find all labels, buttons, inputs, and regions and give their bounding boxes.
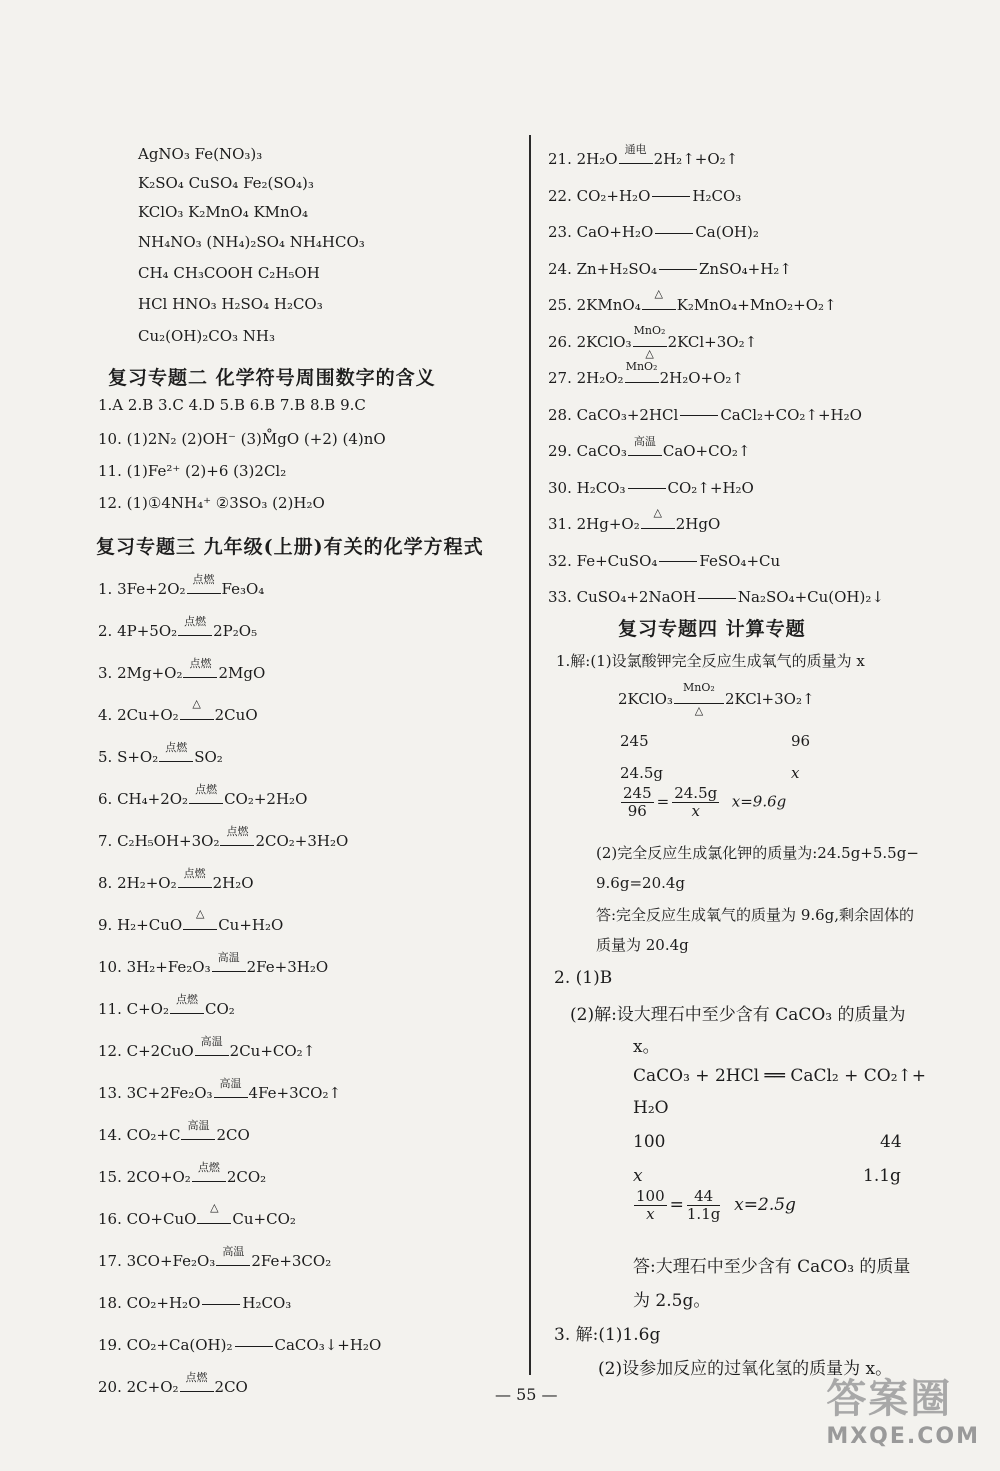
q2-part2-b: x。 xyxy=(633,1037,660,1057)
equation-line xyxy=(98,1161,267,1186)
condition-arrow xyxy=(619,143,653,164)
equation-line xyxy=(98,1371,248,1396)
condition-bottom: △ xyxy=(645,346,654,360)
equals-bar xyxy=(659,561,697,562)
condition-top: 高温 xyxy=(219,1077,242,1090)
condition-top: 通电 xyxy=(624,143,647,156)
q1-answer-b: 质量为 20.4g xyxy=(596,936,689,954)
equation-products: 2Fe+3H₂O xyxy=(246,958,329,976)
condition-top: 点燃 xyxy=(192,573,215,586)
equation-products: 2P₂O₅ xyxy=(213,622,258,640)
equation-reactants: 27. 2H₂O₂ xyxy=(548,369,624,387)
q1-mass-1: 245 xyxy=(620,732,649,750)
equation-line xyxy=(98,1336,381,1354)
q2-result: x=2.5g xyxy=(734,1195,796,1215)
condition-arrow xyxy=(187,573,221,594)
q1-answer-a: 答:完全反应生成氧气的质量为 9.6g,剩余固体的 xyxy=(596,906,915,924)
formula-line: HCl HNO₃ H₂SO₄ H₂CO₃ xyxy=(138,295,323,313)
equation-reactants: 19. CO₂+Ca(OH)₂ xyxy=(98,1336,233,1354)
equation-reactants: 21. 2H₂O xyxy=(548,150,618,168)
condition-top: △ xyxy=(654,287,663,300)
condition-top: MnO₂ xyxy=(625,360,658,373)
equals-bar xyxy=(655,233,693,234)
equation-line xyxy=(98,783,308,808)
equals-bar xyxy=(628,488,666,489)
equation-products: Ca(OH)₂ xyxy=(695,223,759,241)
condition-top: △ xyxy=(195,907,205,920)
equation-line xyxy=(98,1245,332,1270)
formula-line: AgNO₃ Fe(NO₃)₃ xyxy=(138,145,263,163)
equation-line xyxy=(98,867,254,892)
section-heading-4: 复习专题四 计算专题 xyxy=(618,618,806,640)
equation-line xyxy=(548,223,759,241)
equation-line xyxy=(548,435,751,460)
equation-reactants: 10. 3H₂+Fe₂O₃ xyxy=(98,958,211,976)
equals-bar xyxy=(235,1346,273,1347)
equation-line xyxy=(98,825,349,850)
equation-reactants: 1. 3Fe+2O₂ xyxy=(98,580,186,598)
equation-line xyxy=(98,1201,296,1228)
condition-top: 高温 xyxy=(187,1119,210,1132)
equals-bar xyxy=(202,1304,240,1305)
watermark-top: 答案圈 xyxy=(826,1376,953,1422)
section-heading-2: 复习专题二 化学符号周围数字的含义 xyxy=(108,367,436,389)
equation-line xyxy=(548,143,739,168)
equals-bar xyxy=(698,598,736,599)
q1-result: x=9.6g xyxy=(731,792,787,811)
condition-top: 高温 xyxy=(217,951,240,964)
page-number: — 55 — xyxy=(495,1385,558,1404)
equation-reactants: 3. 2Mg+O₂ xyxy=(98,664,183,682)
equation-line xyxy=(548,479,754,497)
condition-top: △ xyxy=(653,506,662,519)
equation-reactants: 17. 3CO+Fe₂O₃ xyxy=(98,1252,216,1270)
q1-eq-post: 2KCl+3O₂↑ xyxy=(724,690,815,708)
equation-line xyxy=(98,1294,291,1312)
condition-arrow xyxy=(180,1371,214,1392)
equation-reactants: 9. H₂+CuO xyxy=(98,916,183,934)
condition-arrow xyxy=(214,1077,248,1098)
equation-reactants: 18. CO₂+H₂O xyxy=(98,1294,201,1312)
section-heading-3: 复习专题三 九年级(上册)有关的化学方程式 xyxy=(96,536,484,558)
condition-arrow xyxy=(181,1119,215,1140)
condition-arrow xyxy=(633,323,667,360)
formula-line: CH₄ CH₃COOH C₂H₅OH xyxy=(138,264,320,282)
equation-products: CaCO₃↓+H₂O xyxy=(274,1336,382,1354)
condition-top: 点燃 xyxy=(175,993,198,1006)
q1-equation xyxy=(618,681,815,717)
fraction: $\frac{44}{1.1g}$ xyxy=(686,1187,721,1223)
condition-top: 点燃 xyxy=(189,657,212,670)
equation-products: 2Cu+CO₂↑ xyxy=(229,1042,316,1060)
equation-reactants: 14. CO₂+C xyxy=(98,1126,181,1144)
equation-line xyxy=(548,187,741,205)
condition-arrow xyxy=(170,993,204,1014)
condition-arrow xyxy=(212,951,246,972)
q3-part2: (2)设参加反应的过氧化氢的质量为 x。 xyxy=(598,1359,893,1379)
fraction: $\frac{100}{x}$ xyxy=(636,1187,665,1223)
condition-top: 点燃 xyxy=(184,615,207,628)
equation-line xyxy=(98,1077,342,1102)
q2-answer-a: 答:大理石中至少含有 CaCO₃ 的质量 xyxy=(633,1257,911,1277)
equation-reactants: 15. 2CO+O₂ xyxy=(98,1168,191,1186)
fraction: $\frac{24.5g}{x}$ xyxy=(674,784,718,820)
q2-mass-1: 100 xyxy=(633,1132,666,1152)
equation-products: 2CO₂+3H₂O xyxy=(255,832,349,850)
equation-line xyxy=(98,993,235,1018)
q2-part1: 2. (1)B xyxy=(554,968,613,988)
condition-top: △ xyxy=(192,697,201,710)
condition-top: 点燃 xyxy=(226,825,249,838)
equation-products: CO₂ xyxy=(204,1000,235,1018)
condition-arrow xyxy=(159,741,193,762)
equation-line xyxy=(98,573,265,598)
equation-line xyxy=(98,1119,250,1144)
condition-top: 高温 xyxy=(200,1035,223,1048)
equation-products: K₂MnO₄+MnO₂+O₂↑ xyxy=(676,296,837,314)
answer-line: 1.A 2.B 3.C 4.D 5.B 6.B 7.B 8.B 9.C xyxy=(98,396,366,414)
condition-arrow xyxy=(216,1245,250,1266)
q1-value-1: 24.5g xyxy=(620,764,664,782)
equation-reactants: 28. CaCO₃+2HCl xyxy=(548,405,679,424)
equation-products: ZnSO₄+H₂↑ xyxy=(698,259,792,278)
equation-line xyxy=(98,615,258,640)
condition-arrow xyxy=(625,360,659,383)
equation-reactants: 25. 2KMnO₄ xyxy=(548,296,641,314)
equation-line xyxy=(98,907,284,934)
q1-part2-a: (2)完全反应生成氯化钾的质量为:24.5g+5.5g− xyxy=(596,844,919,862)
condition-arrow xyxy=(189,783,223,804)
equation-line xyxy=(548,406,862,424)
column-divider xyxy=(529,135,531,1375)
condition-top: △ xyxy=(210,1201,219,1214)
equation-reactants: 13. 3C+2Fe₂O₃ xyxy=(98,1084,213,1102)
equation-reactants: 16. CO+CuO xyxy=(98,1210,197,1228)
equation-products: H₂CO₃ xyxy=(692,186,742,205)
equation-products: CO₂+2H₂O xyxy=(224,790,308,808)
condition-arrow xyxy=(641,506,675,529)
q1-part2-b: 9.6g=20.4g xyxy=(596,874,686,892)
q2-part2-a: (2)解:设大理石中至少含有 CaCO₃ 的质量为 xyxy=(570,1005,906,1025)
equation-products: 2H₂O xyxy=(212,874,254,892)
equation-reactants: 24. Zn+H₂SO₄ xyxy=(548,259,657,278)
equation-line xyxy=(548,260,792,278)
q2-answer-b: 为 2.5g。 xyxy=(633,1291,711,1311)
equation-reactants: 5. S+O₂ xyxy=(98,748,159,766)
q2-equation-b: H₂O xyxy=(633,1098,669,1118)
equation-line xyxy=(548,552,780,570)
condition-top: MnO₂ xyxy=(633,323,666,337)
equation-products: CaCl₂+CO₂↑+H₂O xyxy=(720,405,862,424)
condition-arrow xyxy=(628,435,662,456)
condition-top: 点燃 xyxy=(165,741,188,754)
equation-products: 2CO xyxy=(216,1126,250,1144)
equation-reactants: 8. 2H₂+O₂ xyxy=(98,874,177,892)
equation-line xyxy=(98,657,266,682)
condition-top: 点燃 xyxy=(183,867,206,880)
answer-line: 12. (1)①4NH₄⁺ ②3SO₃ (2)H₂O xyxy=(98,494,325,512)
equation-line xyxy=(548,506,721,533)
q1-mass-2: 96 xyxy=(791,732,811,750)
equation-reactants: 11. C+O₂ xyxy=(98,1000,169,1018)
equation-products: 2MgO xyxy=(218,664,266,682)
equation-reactants: 33. CuSO₄+2NaOH xyxy=(548,588,696,606)
condition-arrow xyxy=(220,825,254,846)
condition-arrow xyxy=(195,1035,229,1056)
equation-products: 2CuO xyxy=(214,706,258,724)
equation-line xyxy=(98,951,329,976)
condition-arrow xyxy=(178,615,212,636)
condition-arrow xyxy=(197,1201,231,1224)
condition-arrow xyxy=(180,697,214,720)
equals-bar xyxy=(652,196,690,197)
equation-products: Na₂SO₄+Cu(OH)₂↓ xyxy=(737,588,884,606)
q2-value-2: 1.1g xyxy=(863,1166,901,1186)
q2-equation-a: CaCO₃ + 2HCl ══ CaCl₂ + CO₂↑+ xyxy=(633,1066,927,1086)
equation-products: Cu+H₂O xyxy=(218,916,284,934)
condition-bottom: △ xyxy=(694,704,704,717)
equation-reactants: 31. 2Hg+O₂ xyxy=(548,515,640,533)
condition-arrow xyxy=(178,867,212,888)
equals-bar xyxy=(680,415,718,416)
equation-products: 2H₂O+O₂↑ xyxy=(659,369,744,387)
condition-arrow xyxy=(183,907,217,930)
equation-reactants: 4. 2Cu+O₂ xyxy=(98,706,179,724)
condition-top: 高温 xyxy=(222,1245,245,1258)
q2-mass-2: 44 xyxy=(880,1132,902,1152)
equation-reactants: 12. C+2CuO xyxy=(98,1042,194,1060)
equation-reactants: 22. CO₂+H₂O xyxy=(548,186,651,205)
condition-arrow xyxy=(183,657,217,678)
equation-line xyxy=(548,360,744,387)
condition-arrow xyxy=(674,681,724,717)
condition-arrow xyxy=(192,1161,226,1182)
equation-products: 2KCl+3O₂↑ xyxy=(667,332,758,351)
equation-products: FeSO₄+Cu xyxy=(699,551,781,570)
formula-line: NH₄NO₃ (NH₄)₂SO₄ NH₄HCO₃ xyxy=(138,233,365,251)
equation-products: Fe₃O₄ xyxy=(221,580,265,598)
equation-products: 2H₂↑+O₂↑ xyxy=(653,150,739,168)
equation-line xyxy=(548,588,884,606)
answer-line: 11. (1)Fe²⁺ (2)+6 (3)2Cl₂ xyxy=(98,462,287,480)
equation-reactants: 26. 2KClO₃ xyxy=(548,332,632,351)
equation-products: Cu+CO₂ xyxy=(232,1210,296,1228)
condition-top: 点燃 xyxy=(197,1161,220,1174)
condition-top: 点燃 xyxy=(195,783,218,796)
equation-reactants: 6. CH₄+2O₂ xyxy=(98,790,189,808)
q1-proportion: $\frac{245}{96}$ = $\frac{24.5g}{x}$ x=9.6g xyxy=(623,784,787,820)
q1-value-2: x xyxy=(791,764,800,782)
formula-line: K₂SO₄ CuSO₄ Fe₂(SO₄)₃ xyxy=(138,174,314,192)
equation-reactants: 2. 4P+5O₂ xyxy=(98,622,178,640)
equation-products: SO₂ xyxy=(194,748,223,766)
equation-products: CaO+CO₂↑ xyxy=(662,442,751,460)
watermark-bottom: MXQE.COM xyxy=(826,1424,980,1449)
q1-eq-pre: 2KClO₃ xyxy=(618,690,673,708)
equation-products: 2CO₂ xyxy=(226,1168,267,1186)
equation-products: 4Fe+3CO₂↑ xyxy=(248,1084,342,1102)
equation-products: CO₂↑+H₂O xyxy=(667,478,754,497)
formula-line: Cu₂(OH)₂CO₃ NH₃ xyxy=(138,327,276,345)
equation-line xyxy=(98,697,258,724)
condition-arrow xyxy=(642,287,676,310)
equation-reactants: 30. H₂CO₃ xyxy=(548,478,626,497)
equation-reactants: 29. CaCO₃ xyxy=(548,442,627,460)
equation-products: H₂CO₃ xyxy=(242,1294,292,1312)
equation-reactants: 23. CaO+H₂O xyxy=(548,223,654,241)
watermark-logo xyxy=(826,1367,980,1449)
equation-reactants: 7. C₂H₅OH+3O₂ xyxy=(98,832,220,850)
equation-products: 2HgO xyxy=(675,515,721,533)
q1-intro: 1.解:(1)设氯酸钾完全反应生成氧气的质量为 x xyxy=(556,652,865,670)
formula-line: KClO₃ K₂MnO₄ KMnO₄ xyxy=(138,203,309,221)
condition-top: 高温 xyxy=(633,435,656,448)
condition-top: MnO₂ xyxy=(683,681,715,694)
equation-line xyxy=(98,741,223,766)
equation-line xyxy=(548,287,837,314)
equation-line xyxy=(548,323,758,360)
equation-reactants: 20. 2C+O₂ xyxy=(98,1378,179,1396)
q2-proportion: $\frac{100}{x}$ = $\frac{44}{1.1g}$ x=2.5g xyxy=(636,1187,796,1223)
fraction: $\frac{245}{96}$ xyxy=(623,784,652,820)
equation-products: 2CO xyxy=(214,1378,248,1396)
q3-part1: 3. 解:(1)1.6g xyxy=(554,1325,661,1345)
answer-line: 10. (1)2N₂ (2)OH⁻ (3)M̊gO (+2) (4)nO xyxy=(98,430,386,448)
equation-line xyxy=(98,1035,316,1060)
equation-products: 2Fe+3CO₂ xyxy=(251,1252,332,1270)
equation-reactants: 32. Fe+CuSO₄ xyxy=(548,551,658,570)
condition-top: 点燃 xyxy=(185,1371,208,1384)
equals-bar xyxy=(659,269,697,270)
q2-value-1: x xyxy=(633,1166,643,1186)
